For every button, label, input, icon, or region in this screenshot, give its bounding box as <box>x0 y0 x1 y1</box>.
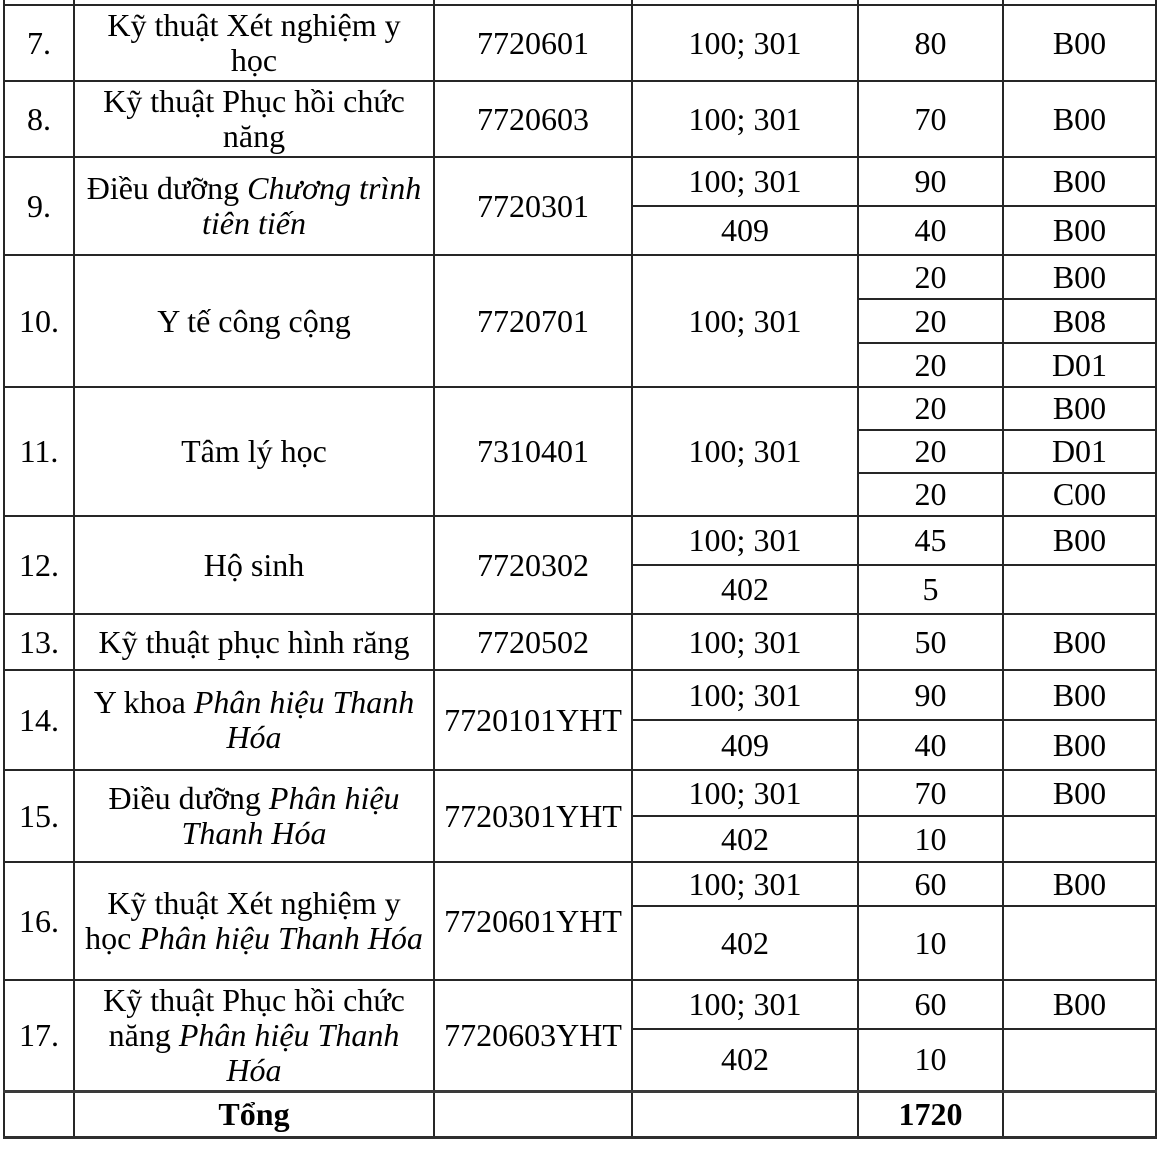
major-code-cell: 7720603YHT <box>434 980 632 1092</box>
row-number-cell: 14. <box>4 670 74 770</box>
major-name-text: Y khoa <box>93 684 186 720</box>
major-name-cell <box>74 5 434 81</box>
block-cell: C00 <box>1003 473 1156 516</box>
table-row-16 <box>4 862 1156 906</box>
major-name-text: Điều dưỡng <box>108 780 261 816</box>
table-row-10 <box>4 255 1156 299</box>
block-cell: B00 <box>1003 387 1156 430</box>
table-row-8 <box>4 81 1156 157</box>
total-empty-number-cell <box>4 1092 74 1138</box>
quota-cell: 70 <box>858 770 1003 816</box>
block-cell: B00 <box>1003 720 1156 770</box>
method-cell: 100; 301 <box>632 862 858 906</box>
method-cell: 100; 301 <box>632 980 858 1029</box>
major-code-cell: 7720701 <box>434 255 632 387</box>
major-name-italic: Phân hiệu Thanh Hóa <box>139 920 423 956</box>
row-number-cell: 8. <box>4 81 74 157</box>
method-cell: 409 <box>632 720 858 770</box>
major-name-cell <box>74 980 434 1092</box>
block-cell: B00 <box>1003 516 1156 565</box>
major-name-text: Kỹ thuật Phục hồi chức năng <box>103 83 405 154</box>
row-number-cell: 15. <box>4 770 74 862</box>
block-cell <box>1003 1029 1156 1092</box>
row-number-cell: 12. <box>4 516 74 614</box>
method-cell: 402 <box>632 1029 858 1092</box>
block-cell: B00 <box>1003 670 1156 720</box>
major-code-cell: 7720301 <box>434 157 632 255</box>
row-number-cell: 16. <box>4 862 74 980</box>
major-code-cell: 7720603 <box>434 81 632 157</box>
block-cell: B00 <box>1003 980 1156 1029</box>
block-cell: B00 <box>1003 5 1156 81</box>
quota-cell: 10 <box>858 816 1003 862</box>
major-name-italic: Phân hiệu Thanh Hóa <box>193 684 415 755</box>
row-number-cell: 9. <box>4 157 74 255</box>
method-cell: 100; 301 <box>632 157 858 206</box>
row-number-cell: 13. <box>4 614 74 670</box>
method-cell: 100; 301 <box>632 387 858 516</box>
major-name-italic: Chương trình tiên tiến <box>202 170 422 241</box>
quota-cell: 80 <box>858 5 1003 81</box>
quota-cell: 70 <box>858 81 1003 157</box>
major-name-text: Kỹ thuật Xét nghiệm y học <box>85 885 401 956</box>
quota-cell: 20 <box>858 343 1003 387</box>
quota-cell: 90 <box>858 157 1003 206</box>
method-cell: 100; 301 <box>632 516 858 565</box>
major-name-italic: Phân hiệu Thanh Hóa <box>181 780 400 851</box>
quota-cell: 90 <box>858 670 1003 720</box>
block-cell: D01 <box>1003 430 1156 473</box>
total-row <box>4 1092 1156 1138</box>
major-name-cell <box>74 614 434 670</box>
block-cell <box>1003 565 1156 614</box>
major-name-text: Y tế công cộng <box>157 302 351 339</box>
quota-cell: 5 <box>858 565 1003 614</box>
major-code-cell: 7720601YHT <box>434 862 632 980</box>
quota-cell: 45 <box>858 516 1003 565</box>
major-name-cell <box>74 255 434 387</box>
major-name-cell <box>74 387 434 516</box>
major-code-cell: 7720101YHT <box>434 670 632 770</box>
total-empty-block-cell <box>1003 1092 1156 1138</box>
quota-cell: 20 <box>858 473 1003 516</box>
major-code-cell: 7720302 <box>434 516 632 614</box>
major-code-cell: 7720601 <box>434 5 632 81</box>
quota-cell: 60 <box>858 980 1003 1029</box>
block-cell: B00 <box>1003 770 1156 816</box>
method-cell: 100; 301 <box>632 614 858 670</box>
major-name-cell <box>74 81 434 157</box>
block-cell: B00 <box>1003 862 1156 906</box>
major-code-cell: 7720301YHT <box>434 770 632 862</box>
block-cell <box>1003 816 1156 862</box>
major-name-text: Điều dưỡng <box>86 170 240 206</box>
major-code-cell: 7720502 <box>434 614 632 670</box>
major-name-text: Hộ sinh <box>203 546 305 583</box>
quota-cell: 40 <box>858 720 1003 770</box>
quota-cell: 20 <box>858 387 1003 430</box>
block-cell: B00 <box>1003 255 1156 299</box>
method-cell: 100; 301 <box>632 770 858 816</box>
block-cell: B08 <box>1003 299 1156 343</box>
block-cell <box>1003 906 1156 980</box>
admissions-quota-table <box>3 0 1157 1139</box>
method-cell: 100; 301 <box>632 5 858 81</box>
total-label: Tổng <box>74 1092 434 1138</box>
block-cell: D01 <box>1003 343 1156 387</box>
major-name-text: Kỹ thuật phục hình răng <box>98 623 410 660</box>
method-cell: 402 <box>632 565 858 614</box>
quota-cell: 60 <box>858 862 1003 906</box>
block-cell: B00 <box>1003 614 1156 670</box>
table-row-15 <box>4 770 1156 816</box>
total-empty-method-cell <box>632 1092 858 1138</box>
table-row-11 <box>4 387 1156 430</box>
major-name-text: Tâm lý học <box>181 433 327 469</box>
table-row-7 <box>4 5 1156 81</box>
table-row-9 <box>4 157 1156 206</box>
table-row-14 <box>4 670 1156 720</box>
method-cell: 402 <box>632 906 858 980</box>
block-cell: B00 <box>1003 157 1156 206</box>
major-name-cell <box>74 670 434 770</box>
method-cell: 100; 301 <box>632 670 858 720</box>
method-cell: 100; 301 <box>632 81 858 157</box>
method-cell: 100; 301 <box>632 255 858 387</box>
quota-cell: 50 <box>858 614 1003 670</box>
quota-cell: 40 <box>858 206 1003 255</box>
block-cell: B00 <box>1003 206 1156 255</box>
major-name-cell <box>74 516 434 614</box>
quota-cell: 20 <box>858 430 1003 473</box>
major-name-text: Kỹ thuật Phục hồi chức năng <box>103 982 405 1053</box>
row-number-cell: 10. <box>4 255 74 387</box>
major-name-cell <box>74 157 434 255</box>
major-name-cell <box>74 770 434 862</box>
row-number-cell: 17. <box>4 980 74 1092</box>
method-cell: 402 <box>632 816 858 862</box>
major-code-cell: 7310401 <box>434 387 632 516</box>
quota-cell: 10 <box>858 1029 1003 1092</box>
table-row-13 <box>4 614 1156 670</box>
table-row-17 <box>4 980 1156 1029</box>
row-number-cell: 11. <box>4 387 74 516</box>
quota-cell: 20 <box>858 299 1003 343</box>
total-empty-code-cell <box>434 1092 632 1138</box>
major-name-text: Kỹ thuật Xét nghiệm y học <box>107 7 401 78</box>
row-number-cell: 7. <box>4 5 74 81</box>
quota-cell: 10 <box>858 906 1003 980</box>
major-name-cell <box>74 862 434 980</box>
method-cell: 409 <box>632 206 858 255</box>
block-cell: B00 <box>1003 81 1156 157</box>
quota-cell: 20 <box>858 255 1003 299</box>
table-row-12 <box>4 516 1156 565</box>
major-name-italic: Phân hiệu Thanh Hóa <box>178 1017 400 1088</box>
total-quota: 1720 <box>858 1092 1003 1138</box>
